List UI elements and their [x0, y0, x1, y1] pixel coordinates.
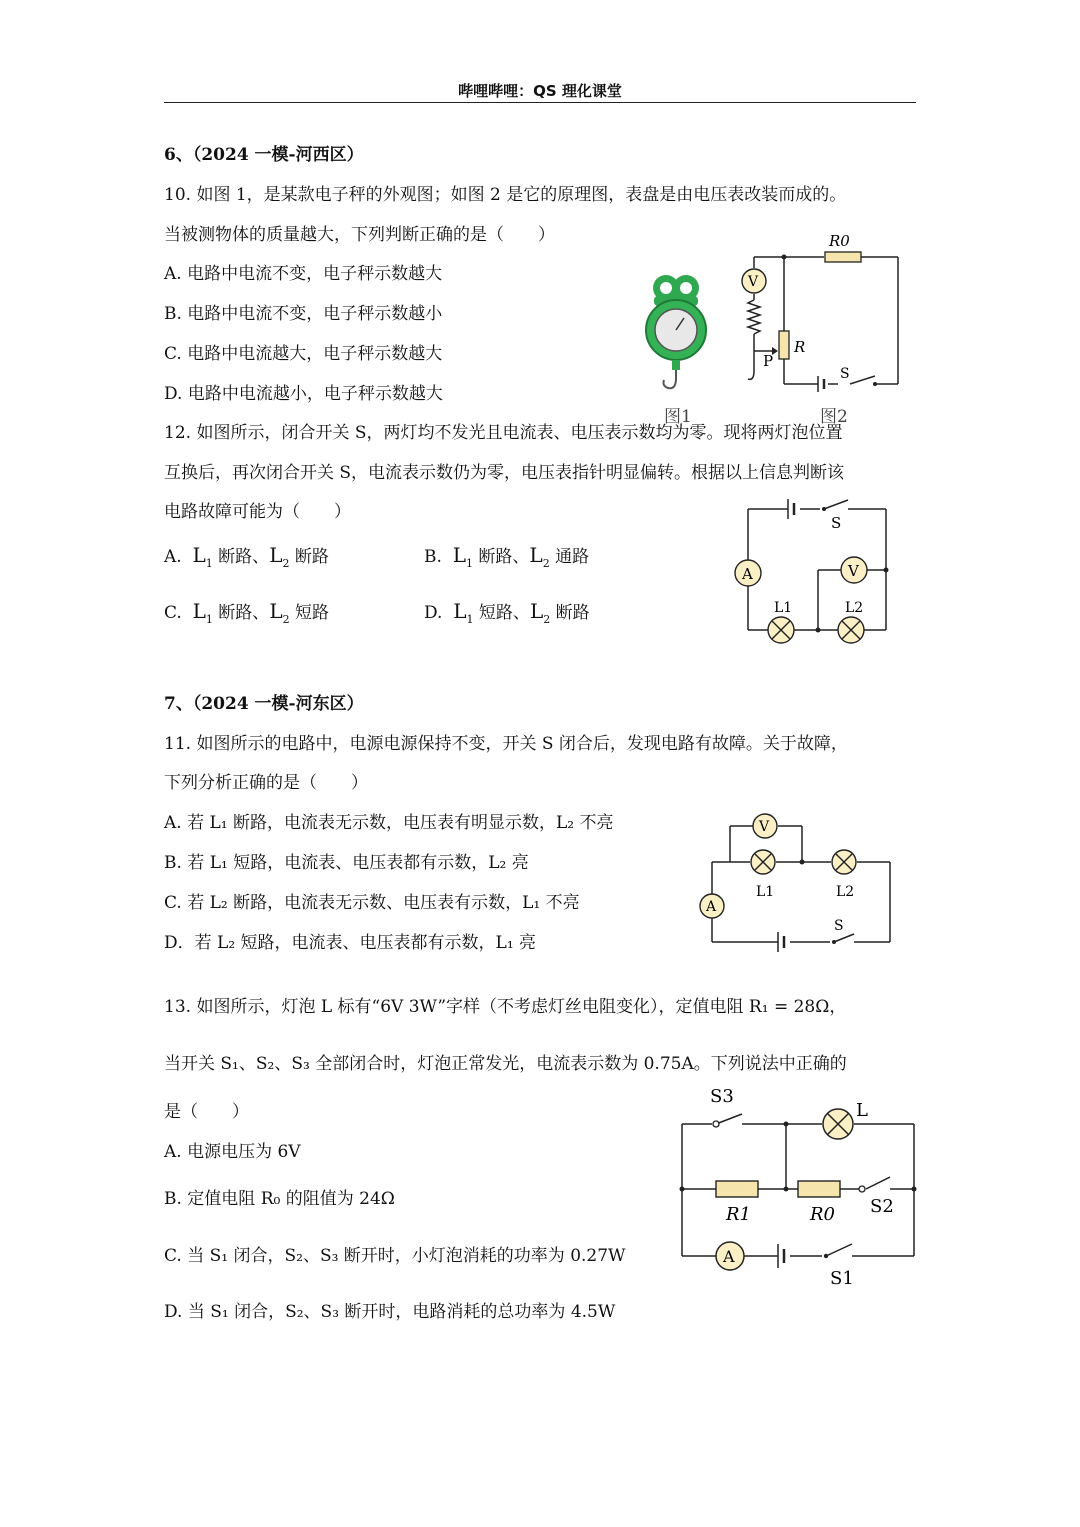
page-header: 哔哩哔哩：QS 理化课堂: [458, 82, 622, 100]
resistor-r1: [716, 1181, 758, 1197]
q10-option-d: D. 电路中电流越小，电子秤示数越大: [164, 384, 443, 404]
label-a: A: [706, 899, 717, 915]
lamp-l: [823, 1109, 853, 1139]
q13-option-a: A. 电源电压为 6V: [164, 1142, 301, 1162]
label-a: A: [723, 1247, 735, 1266]
label-l1: L1: [756, 884, 775, 900]
label-l2: L2: [836, 884, 855, 900]
label-s: S: [840, 366, 850, 382]
lamp-l1: [751, 850, 775, 874]
label-s: S: [834, 918, 844, 934]
q12-line1: 12. 如图所示，闭合开关 S，两灯均不发光且电流表、电压表示数均为零。现将两灯泡位置: [164, 423, 843, 443]
q13-line2: 当开关 S₁、S₂、S₃ 全部闭合时，灯泡正常发光，电流表示数为 0.75A。下列说法中正确的: [164, 1054, 847, 1074]
scale-circuit-diagram: [730, 226, 910, 396]
q12-option-b: B. $L_1$ 断路、$L_2$ 通路: [424, 543, 590, 570]
q12-line2: 互换后，再次闭合开关 S，电流表示数仍为零，电压表指针明显偏转。根据以上信息判断该: [164, 463, 845, 483]
q10-line2: 当被测物体的质量越大，下列判断正确的是（ ）: [164, 225, 555, 245]
label-s2: S2: [870, 1196, 894, 1217]
q13-line3: 是（ ）: [164, 1102, 249, 1122]
q13-option-b: B. 定值电阻 R₀ 的阻值为 24Ω: [164, 1189, 395, 1209]
label-s3: S3: [710, 1086, 734, 1107]
label-v: V: [759, 819, 770, 835]
q12-option-c: C. $L_1$ 断路、$L_2$ 短路: [164, 599, 329, 626]
q12-line3: 电路故障可能为（ ）: [164, 502, 351, 522]
q10-option-c: C. 电路中电流越大，电子秤示数越大: [164, 344, 443, 364]
lamp-l2: [832, 850, 856, 874]
q12-option-a: A. $L_1$ 断路、$L_2$ 断路: [164, 543, 329, 570]
label-v: V: [848, 562, 859, 580]
q11-option-d: D．若 L₂ 短路，电流表、电压表都有示数，L₁ 亮: [164, 933, 537, 953]
scale-hook: [664, 370, 677, 388]
q11-circuit-diagram: [698, 812, 898, 952]
lamp-l2: [838, 617, 864, 643]
q13-circuit-diagram: [672, 1080, 922, 1290]
label-r0: R0: [810, 1204, 836, 1225]
label-p: P: [763, 352, 774, 370]
q11-line2: 下列分析正确的是（ ）: [164, 773, 368, 793]
label-r0: R0: [829, 232, 850, 250]
q11-option-b: B. 若 L₁ 短路，电流表、电压表都有示数，L₂ 亮: [164, 853, 529, 873]
label-l1: L1: [774, 600, 793, 616]
q11-option-c: C. 若 L₂ 断路，电流表无示数、电压表有示数，L₁ 不亮: [164, 893, 580, 913]
q10-option-a: A. 电路中电流不变，电子秤示数越大: [164, 264, 443, 284]
rheostat-r: [779, 331, 789, 359]
label-a: A: [742, 565, 753, 583]
label-l2: L2: [845, 600, 864, 616]
lamp-l1: [768, 617, 794, 643]
q11-line1: 11. 如图所示的电路中，电源电源保持不变，开关 S 闭合后，发现电路有故障。关于故障，: [164, 734, 848, 754]
resistor-r0: [798, 1181, 840, 1197]
q12-circuit-diagram: [728, 488, 898, 648]
header-divider: [164, 102, 916, 103]
figure-2-label: 图2: [820, 407, 848, 427]
q13-line1: 13. 如图所示，灯泡 L 标有“6V 3W”字样（不考虑灯丝电阻变化），定值电阻 R₁ = 28Ω，: [164, 997, 847, 1017]
label-r: R: [794, 338, 806, 356]
label-s: S: [831, 514, 842, 532]
q13-option-c: C. 当 S₁ 闭合，S₂、S₃ 断开时，小灯泡消耗的功率为 0.27W: [164, 1246, 626, 1266]
figure-1-label: 图1: [664, 407, 692, 427]
q13-option-d: D. 当 S₁ 闭合，S₂、S₃ 断开时，电路消耗的总功率为 4.5W: [164, 1302, 616, 1322]
q10-option-b: B. 电路中电流不变，电子秤示数越小: [164, 304, 443, 324]
q12-option-d: D. $L_1$ 短路、$L_2$ 断路: [424, 599, 590, 626]
section-7-heading: 7、（2024 一模-河东区）: [164, 694, 364, 714]
label-s1: S1: [830, 1268, 854, 1289]
q11-option-a: A. 若 L₁ 断路，电流表无示数，电压表有明显示数，L₂ 不亮: [164, 813, 614, 833]
label-l: L: [856, 1100, 868, 1121]
q10-line1: 10. 如图 1，是某款电子秤的外观图；如图 2 是它的原理图，表盘是由电压表改装而成的。: [164, 185, 847, 205]
scale-figure: [636, 268, 716, 398]
section-6-heading: 6、（2024 一模-河西区）: [164, 145, 364, 165]
label-v: V: [748, 274, 759, 290]
resistor-r0: [825, 252, 861, 262]
label-r1: R1: [726, 1204, 752, 1225]
